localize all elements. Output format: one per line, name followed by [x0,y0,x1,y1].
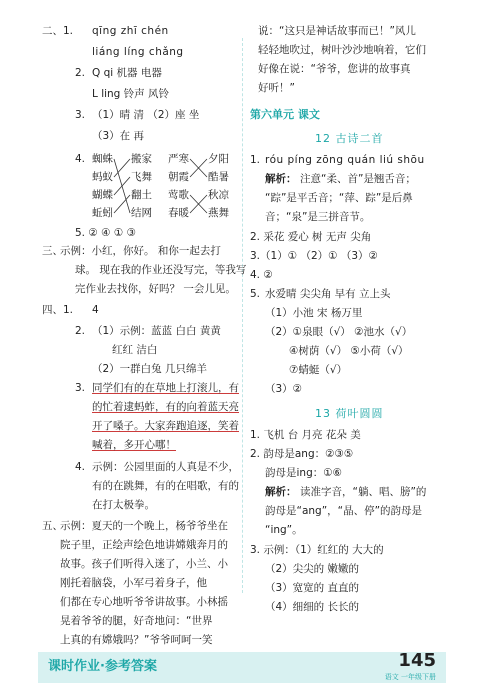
sec2-2-label: 2. [75,67,86,79]
sec5-line: 刚托着脑袋，小军弓着身子，他 [60,577,207,589]
sec5-line: 们都在专心地听爷爷讲故事。小林摇 [60,596,228,608]
sec2-4-label: 4. [75,153,86,165]
sec2-2-line-1: Q qi 机器 电器 [92,67,162,79]
sec4-3-label: 3. [75,382,86,394]
l13-2-line-1: 2. 韵母是ang：②③⑤ [250,448,354,460]
match-item: 飞舞 [131,171,152,183]
sec3-line: 完作业去找你，好吗？ 一会儿见。 [75,283,236,295]
unit-heading: 第六单元 课文 [250,108,320,121]
match-item: 秋凉 [208,189,229,201]
match-item: 莺歌 [168,189,189,201]
l13-2-explain: 韵母是“ang”，“晶、停”的韵母是 [265,505,423,517]
sec2-3-line-1: （1）晴 清 （2）座 坐 [92,109,200,121]
sec2-1-pinyin-1: qīng zhī chén [92,25,169,37]
match-item: 春暖 [168,207,189,219]
match-item: 朝霞 [168,171,189,183]
l13-2-line-2: 韵母是ing：①⑥ [265,467,343,479]
match-item: 蚂蚁 [92,171,113,183]
page-number: 145 [398,650,436,671]
match-item: 结网 [131,207,152,219]
sec4-4-line: 示例：公园里面的人真是不少， [92,461,239,473]
l12-1-label: 1. [250,154,261,166]
continued-line: 轻轻地吹过，树叶沙沙地响着，它们 [258,44,426,56]
column-divider [242,38,243,593]
l12-5-line: 水爱晴 尖尖角 早有 立上头 [265,288,391,300]
match-item: 蚯蚓 [92,207,113,219]
l12-1-explain: 音；“泉”是三拼音节。 [265,211,371,223]
footer-title: 课时作业·参考答案 [48,659,157,674]
sec2-5: 5. ② ④ ① ③ [75,227,137,239]
l12-5-line: （3）② [265,383,303,395]
l12-1-explain-label: 解析： [265,173,297,185]
match-item: 搬家 [131,153,152,165]
match-item: 酷暑 [208,171,229,183]
section-2-label: 二、1. [42,25,74,37]
sec2-2-line-2: L ling 铃声 风铃 [92,88,170,100]
match-lines-right [189,152,208,224]
l12-5-line: （1）小池 宋 杨万里 [265,307,363,319]
continued-line: 好听！” [258,82,295,94]
sec3-line: 示例：小红，你好。 和你一起去打 [60,245,221,257]
sec4-3-line: 的忙着逮蚂蚱，有的向着蓝天亮 [92,401,239,413]
sec4-4-label: 4. [75,461,86,473]
sec4-3-line: 开了嗓子。大家奔跑追逐，笑着 [92,420,239,432]
sec2-1-pinyin-2: liáng líng chǎng [92,46,184,58]
l12-3: 3.（1）① （2）① （3）② [250,250,378,262]
sec4-4-line: 在打太极拳。 [92,499,155,511]
match-item: 严寒 [168,153,189,165]
l12-2: 2. 采花 爱心 树 无声 尖角 [250,231,372,243]
sec4-3-line: 喊着，多开心哪！ [92,439,176,451]
l12-5-label: 5. [250,288,261,300]
section-5-label: 五、 [42,520,63,532]
footer-subtitle: 语文 一年级下册 [384,673,436,681]
l13-3-line: 3. 示例：（1）红红的 大大的 [250,544,384,556]
sec5-line: 上真的有嫦娥吗？”爷爷呵呵一笑 [60,634,213,646]
l12-1-explain: “踪”是平舌音；“萍、踪”是后鼻 [265,192,413,204]
l12-1-pinyin: róu píng zōng quán liú shōu [265,154,425,166]
sec4-3-line: 同学们有的在草地上打滚儿，有 [92,382,239,394]
continued-line: 说：“这只是神话故事而已！”风儿 [258,25,416,37]
sec4-2-label: 2. [75,325,86,337]
sec2-3-line-2: （3）在 再 [92,130,145,142]
l13-2-explain: 读准字音，“躺、唱、膀”的 [300,486,427,498]
sec5-line: 故事。孩子们听得入迷了，小兰、小 [60,558,228,570]
sec5-line: 院子里，正绘声绘色地讲嫦娥奔月的 [60,539,228,551]
l13-1: 1. 飞机 台 月亮 花朵 美 [250,429,361,441]
l13-2-explain-label: 解析： [265,486,297,498]
match-item: 夕阳 [208,153,229,165]
l12-5-line: （2）①泉眼（√） ②池水（√） [265,326,413,338]
sec5-line: 晃着爷爷的腿，好奇地问：“世界 [60,615,213,627]
sec4-2-line-3: （2）一群白兔 几只绵羊 [92,363,208,375]
sec4-2-line-2: 红红 洁白 [112,344,158,356]
section-4-label: 四、1. [42,304,74,316]
sec4-2-line-1: （1）示例：蓝蓝 白白 黄黄 [92,325,221,337]
sec3-line: 球。 现在我的作业还没写完，等我写 [75,264,247,276]
sec4-4-line: 有的在跳舞，有的在唱歌，有的 [92,480,239,492]
l12-5-line: ⑦蜻蜓（√） [289,364,348,376]
l13-3-line: （2）尖尖的 嫩嫩的 [265,563,360,575]
l12-4: 4. ② [250,269,273,281]
match-item: 蜘蛛 [92,153,113,165]
sec4-1: 4 [92,304,99,316]
sec2-3-label: 3. [75,109,86,121]
section-3-label: 三、 [42,245,63,257]
l13-3-line: （4）细细的 长长的 [265,601,360,613]
continued-line: 好像在说：“爷爷，您讲的故事真 [258,63,411,75]
lesson-13-title: 13 荷叶圆圆 [315,407,384,420]
l13-3-line: （3）宽宽的 直直的 [265,582,360,594]
l13-2-explain: “ing”。 [265,524,303,536]
match-item: 蝴蝶 [92,189,113,201]
l12-1-explain: 注意“柔、首”是翘舌音； [300,173,416,185]
sec5-line: 示例：夏天的一个晚上，杨爷爷坐在 [60,520,228,532]
l12-5-line: ④树荫（√） ⑤小荷（√） [289,345,409,357]
match-item: 翻土 [131,189,152,201]
lesson-12-title: 12 古诗二首 [315,132,384,145]
match-item: 燕舞 [208,207,229,219]
match-lines-left [113,152,131,224]
